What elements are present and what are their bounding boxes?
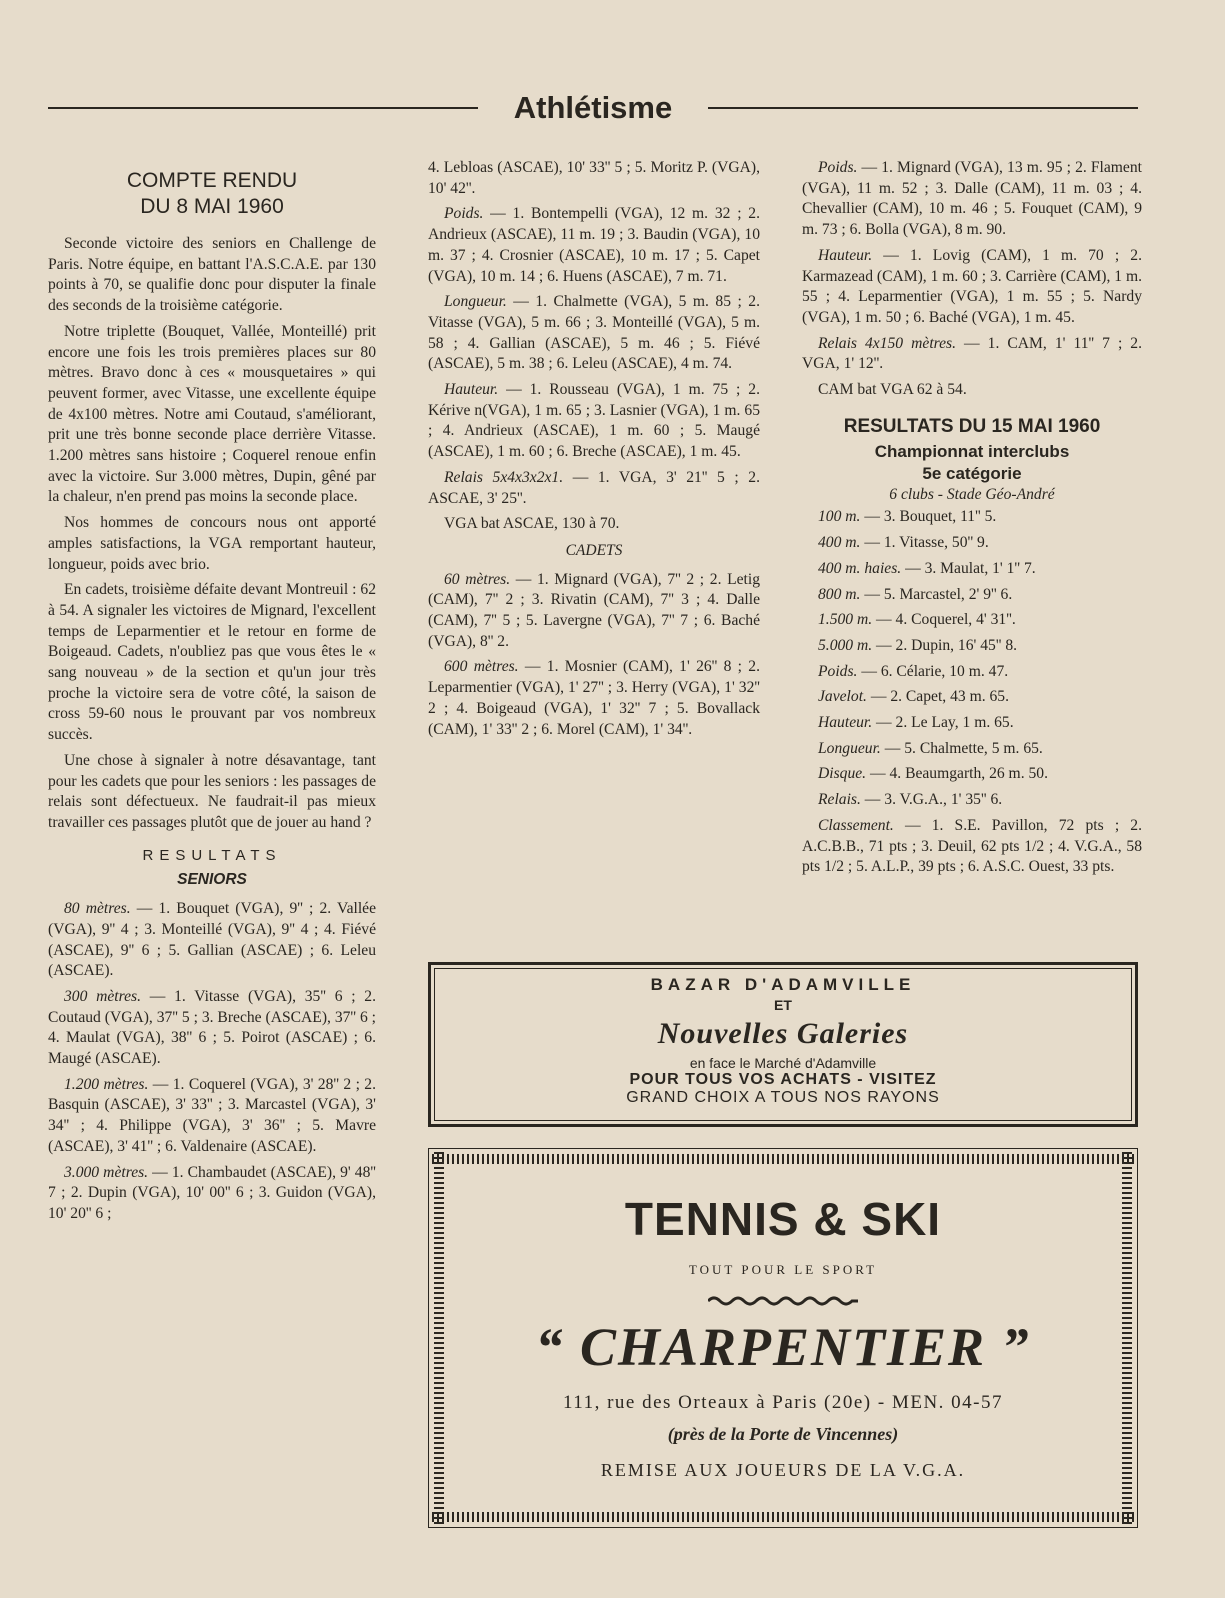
result-entry	[48, 1075, 376, 1158]
list-item	[802, 713, 1142, 734]
event-label: 1.200 mètres.	[64, 1075, 149, 1093]
event-label: Poids.	[818, 159, 858, 176]
ad-address: 111, rue des Orteaux à Paris (20e) - MEN. 04-57	[562, 1392, 1004, 1413]
event-label: Disque.	[818, 765, 867, 783]
ad-conjunction: ET	[774, 997, 792, 1013]
section-header	[48, 88, 1138, 128]
team-score: CAM bat VGA 62 à 54.	[818, 381, 967, 399]
event-result: — 1. Lovig (CAM), 1 m. 70 ; 2. Karmazead (CAM), 1 m. 60 ; 3. Carrière (CAM), 1 m. 55 ; 4. Leparmentier (VGA), 1 m. 55 ; 5. Nardy (VGA), 1 m. 50 ; 6. Baché (VGA), 1 m. 45.	[802, 246, 1142, 326]
results-heading: RESULTATS	[142, 846, 282, 864]
event-label: Poids.	[444, 205, 484, 223]
event-result: — 1. Mignard (VGA), 7'' 2 ; 2. Letig (CAM), 7'' 2 ; 3. Rivatin (CAM), 7'' 3 ; 4. Dalle (CAM), 7'' 5 ; 5. Lavergne (VGA), 7'' 7 ; 6. Baché (VGA), 8'' 2.	[428, 570, 761, 650]
ad-title: TENNIS & SKI	[624, 1193, 942, 1245]
ad-discount: REMISE AUX JOUEURS DE LA V.G.A.	[600, 1460, 966, 1480]
results-15-may-list	[802, 507, 1142, 810]
ad-slogan-2: GRAND CHOIX A TOUS NOS RAYONS	[626, 1089, 940, 1106]
bazar-advertisement	[428, 962, 1138, 1127]
list-item	[802, 507, 1142, 528]
ad-nearby: (près de la Porte de Vincennes)	[667, 1424, 899, 1444]
championship-heading: Championnat interclubs	[874, 441, 1070, 461]
event-result: — 1. Chalmette (VGA), 5 m. 85 ; 2. Vitasse (VGA), 5 m. 66 ; 3. Monteillé (VGA), 5 m. 58 ; 4. Gallian (ASCAE), 5 m. 46 ; 5. Fiévé (ASCAE), 5 m. 38 ; 6. Leleu (ASCAE), 4 m. 74.	[428, 293, 760, 373]
paragraph: Nos hommes de concours nous ont apporté amples satisfactions, la VGA remportant hauteur, longueur, poids avec brio.	[48, 514, 376, 573]
list-item	[802, 662, 1142, 683]
result-entry	[48, 1163, 376, 1225]
seniors-heading: SENIORS	[177, 871, 247, 889]
event-result: — 1. Bontempelli (VGA), 12 m. 32 ; 2. Andrieux (ASCAE), 11 m. 19 ; 3. Baudin (VGA), 10 m. 37 ; 4. Crosnier (ASCAE), 10 m. 17 ; 5. Capet (VGA), 10 m. 14 ; 6. Huens (ASCAE), 7 m. 71.	[428, 205, 760, 285]
list-item	[802, 585, 1142, 606]
wave-ornament-icon	[708, 1295, 858, 1307]
category-heading: 5e catégorie	[922, 463, 1022, 483]
result-entry	[428, 657, 760, 740]
list-item	[802, 739, 1142, 760]
result-entry	[428, 570, 760, 653]
event-result: — 1. Mignard (VGA), 13 m. 95 ; 2. Flament (VGA), 11 m. 52 ; 3. Dalle (CAM), 11 m. 03 ; 4. Chevallier (CAM), 10 m. 46 ; 5. Fouquet (CAM), 9 m. 73 ; 6. Bolla (VGA), 8 m. 90.	[802, 159, 1142, 239]
event-label: 3.000 mètres.	[64, 1163, 149, 1181]
event-label: 800 m.	[818, 585, 861, 603]
results-15-may-heading: RESULTATS DU 15 MAI 1960	[843, 415, 1101, 437]
ad-tagline: TOUT POUR LE SPORT	[688, 1262, 878, 1277]
result-entry	[428, 204, 760, 287]
event-label: 60 mètres.	[444, 570, 511, 588]
event-label: Hauteur.	[818, 714, 873, 732]
result-entry	[802, 246, 1142, 329]
event-label: 100 m.	[818, 508, 861, 526]
column-2	[428, 158, 760, 745]
paragraph: En cadets, troisième défaite devant Montreuil : 62 à 54. A signaler les victoires de Mignard, l'excellent temps de Leparmentier et le retour en forme de Boigeaud. Cadets, n'oubliez pas que vous êtes le « sang nouveau » de la section et qu'un jour très proche la victoire sera de votre côté, la saison de cross 59-60 nous le prouvant par vos nombreux succès.	[48, 581, 376, 744]
ad-location: en face le Marché d'Adamville	[689, 1055, 877, 1071]
ad-dashed-border-bottom	[432, 1512, 1134, 1522]
report-heading	[48, 168, 376, 220]
team-score: VGA bat ASCAE, 130 à 70.	[444, 515, 620, 533]
event-result: — 2. Dupin, 16' 45'' 8.	[872, 636, 1018, 654]
event-result: — 1. Vitasse (VGA), 35'' 6 ; 2. Coutaud (VGA), 37'' 5 ; 3. Breche (ASCAE), 37'' 6 ; 4. Maulat (VGA), 38'' 6 ; 5. Poirot (ASCAE) ; 6. Maugé (ASCAE).	[48, 987, 376, 1068]
event-result: — 5. Marcastel, 2' 9'' 6.	[860, 585, 1013, 603]
event-label: Hauteur.	[444, 381, 499, 399]
event-result: — 2. Capet, 43 m. 65.	[866, 688, 1009, 706]
report-heading-line-1: COMPTE RENDU	[126, 169, 298, 192]
event-result: — 1. Mosnier (CAM), 1' 26'' 8 ; 2. Leparmentier (VGA), 1' 27'' ; 3. Herry (VGA), 1' 32'' 2 ; 4. Boigeaud (VGA), 1' 32'' 7 ; 5. Bovallack (CAM), 1' 33'' 2 ; 6. Morel (CAM), 1' 34''.	[428, 658, 760, 738]
result-entry	[48, 899, 376, 982]
list-item	[802, 764, 1142, 785]
event-result: — 1. CAM, 1' 11'' 7 ; 2. VGA, 1' 12''.	[802, 334, 1142, 373]
paragraph: Notre triplette (Bouquet, Vallée, Monteillé) prit encore une fois les trois premières places sur 80 mètres. Bravo donc à ces « mousquetaires » qui peuvent former, avec Vitasse, une excellente équipe de 4x100 mètres. Notre ami Coutaud, s'améliorant, prit une très bonne seconde place derrière Vitasse. 1.200 mètres sans histoire ; Coquerel renoue enfin avec la victoire. Sur 3.000 mètres, Dupin, gêné par la chaleur, n'en prend pas moins la seconde place.	[48, 322, 376, 506]
tennis-ski-advertisement	[428, 1148, 1138, 1528]
paragraph: Une chose à signaler à notre désavantage, tant pour les cadets que pour les seniors : les passages de relais sont défectueux. Ne faudrait-il pas mieux travailler ces passages plutôt que de jouer au hand ?	[48, 751, 376, 831]
result-entry	[48, 987, 376, 1070]
event-result: — 3. Maulat, 1' 1'' 7.	[901, 559, 1036, 577]
event-result: — 2. Le Lay, 1 m. 65.	[872, 714, 1014, 732]
ad-slogan: POUR TOUS VOS ACHATS - VISITEZ	[629, 1071, 937, 1088]
result-entry	[428, 292, 760, 375]
classement-entry	[802, 816, 1142, 878]
event-label: 80 mètres.	[64, 900, 131, 918]
event-label: 400 m.	[818, 534, 861, 552]
event-label: Poids.	[818, 662, 858, 680]
event-label: Relais 4x150 mètres.	[818, 334, 957, 352]
ad-dashed-border-top	[432, 1154, 1134, 1164]
column-3	[802, 158, 1142, 883]
event-label: Relais.	[818, 791, 861, 809]
event-result: — 1. VGA, 3' 21'' 5 ; 2. ASCAE, 3' 25''.	[428, 468, 760, 507]
event-result: — 3. Bouquet, 11'' 5.	[860, 508, 997, 526]
event-result: — 4. Beaumgarth, 26 m. 50.	[866, 765, 1048, 783]
cadets-heading: CADETS	[565, 541, 623, 559]
column-1	[48, 158, 376, 1230]
event-result: — 1. Rousseau (VGA), 1 m. 75 ; 2. Kérive n(VGA), 1 m. 65 ; 3. Lasnier (VGA), 1 m. 65 ; 4. Andrieux (ASCAE), 1 m. 60 ; 5. Maugé (ASCAE), 1 m. 60 ; 6. Breche (ASCAE), 1 m. 45.	[428, 381, 760, 461]
event-label: Hauteur.	[818, 246, 873, 264]
event-label: Longueur.	[818, 739, 881, 757]
event-result: — 3. V.G.A., 1' 35'' 6.	[860, 791, 1003, 809]
section-title: Athlétisme	[513, 90, 673, 125]
ad-galeries-logo: Nouvelles Galeries	[657, 1017, 909, 1050]
event-result: — 1. S.E. Pavillon, 72 pts ; 2. A.C.B.B., 71 pts ; 3. Deuil, 62 pts 1/2 ; 4. V.G.A., 58 pts 1/2 ; 5. A.L.P., 39 pts ; 6. A.S.C. Ouest, 33 pts.	[802, 816, 1142, 876]
result-entry	[428, 380, 760, 463]
event-result: — 1. Vitasse, 50'' 9.	[860, 534, 989, 552]
list-item	[802, 687, 1142, 708]
list-item	[802, 559, 1142, 580]
ad-inner-border	[434, 968, 1132, 1121]
event-label: Javelot.	[818, 688, 867, 706]
event-result: — 1. Coquerel (VGA), 3' 28'' 2 ; 2. Basquin (ASCAE), 3' 33'' ; 3. Marcastel (VGA), 3' 34'' ; 4. Philippe (VGA), 3' 36'' ; 5. Mavre (ASCAE), 3' 41'' ; 6. Valdenaire (ASCAE).	[48, 1075, 376, 1155]
list-item	[802, 533, 1142, 554]
event-result: — 1. Chambaudet (ASCAE), 9' 48'' 7 ; 2. Dupin (VGA), 10' 00'' 6 ; 3. Guidon (VGA), 10' 20'' 6 ;	[48, 1163, 376, 1222]
header-rule-right	[708, 107, 1138, 109]
list-item	[802, 636, 1142, 657]
result-continuation: 4. Lebloas (ASCAE), 10' 33'' 5 ; 5. Moritz P. (VGA), 10' 42''.	[428, 159, 760, 197]
event-label: Longueur.	[444, 293, 507, 311]
event-label: 300 mètres.	[64, 987, 142, 1005]
event-label: 5.000 m.	[818, 636, 873, 654]
event-result: — 4. Coquerel, 4' 31''.	[872, 611, 1016, 629]
event-label: Classement.	[818, 816, 894, 834]
event-result: — 5. Chalmette, 5 m. 65.	[880, 739, 1043, 757]
paragraph: Seconde victoire des seniors en Challenge de Paris. Notre équipe, en battant l'A.S.C.A.E. par 130 points à 70, se qualifie donc pour disputer la finale des seconds de la troisième catégorie.	[48, 235, 376, 315]
result-entry	[802, 334, 1142, 375]
event-label: 1.500 m.	[818, 611, 873, 629]
result-entry	[428, 468, 760, 509]
header-rule-left	[48, 107, 478, 109]
list-item	[802, 610, 1142, 631]
ad-store-name: “ CHARPENTIER ”	[535, 1317, 1031, 1377]
venue-line: 6 clubs - Stade Géo-André	[889, 485, 1055, 503]
ad-store-name: BAZAR D'ADAMVILLE	[650, 975, 916, 994]
report-heading-line-2: DU 8 MAI 1960	[140, 195, 284, 218]
event-label: 600 mètres.	[444, 658, 519, 676]
result-entry	[802, 158, 1142, 241]
event-result: — 1. Bouquet (VGA), 9'' ; 2. Vallée (VGA), 9'' 4 ; 3. Monteillé (VGA), 9'' 4 ; 4. Fiévé (ASCAE), 9'' 6 ; 5. Gallian (ASCAE) ; 6. Leleu (ASCAE).	[48, 900, 376, 980]
event-result: — 6. Célarie, 10 m. 47.	[857, 662, 1009, 680]
list-item	[802, 790, 1142, 811]
event-label: Relais 5x4x3x2x1.	[444, 468, 564, 486]
event-label: 400 m. haies.	[818, 559, 902, 577]
